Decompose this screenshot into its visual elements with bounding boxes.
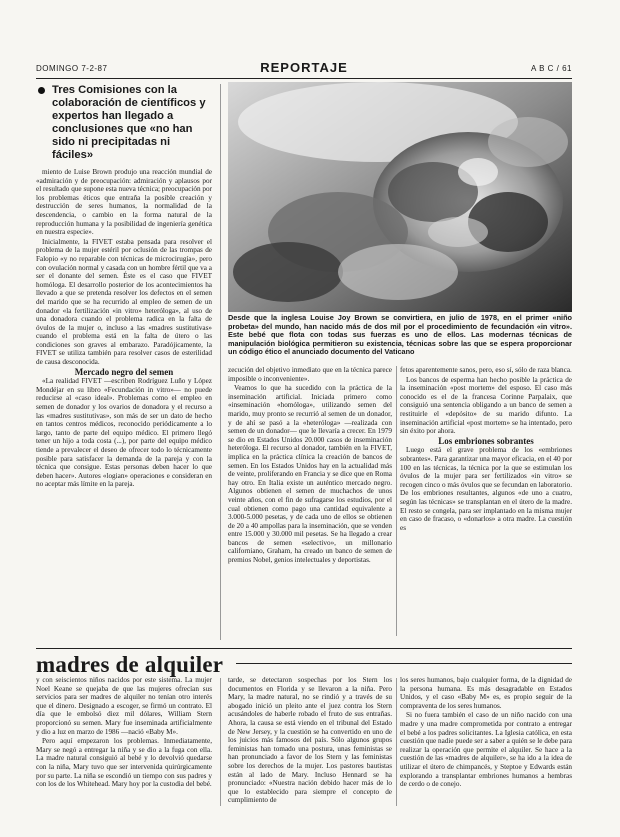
paragraph: Veamos lo que ha sucedido con la práctica de la inseminación artificial. Iniciada primero como «inseminación «homóloga», utilizando semen del marido, muy pronto se recurrió al semen de un donador, y de ahí se pasó a la «heteróloga» —realizada con semen de un donador— que le llevaría a crecer. En 1979 se dio en Estados Unidos 20.000 casos de inseminación heteróloga. El recurso al donador, también en la FIVET, implica en la práctica clínica la creación de bancos de semen. En los Estados Unidos hay en la actualidad más de veinte, proliferando en Francia y se dice que en Roma hay otro. En Italia existe un auténtico mercado negro. Algunos obtienen el semen de muchachos de unos veinte años, con el fin de sufragarse los estudios, por el cual obtienen como pago una cantidad equivalente a 3.000-5.000 pesetas, y de cada uno de ellos se obtienen de 20 a 40 ampollas para la inseminación, que se venden entre 15.000 y 30.000 mil pesetas. Se ha llegado a crear bancos de semen «selectivo», un millonario californiano, Graham, ha creado un banco de semen de premios Nobel, genios intelectuales y deportistas. [228, 384, 392, 565]
bottom-column-3 [400, 676, 572, 806]
paragraph: y con seiscientos niños nacidos por este sistema. La mujer Noel Keane se quejaba de que las mujeres ofrecían sus servicios para ser madres de alquiler no tenían otro interés que el dinero. Designado a escoger, se firmó un contrato. El día que le embolsó diez mil dólares, William Stern proporcionó su semen. Mary fue inseminada artificialmente y dio a luz en marzo de 1986 —nació «Baby M». [36, 676, 212, 736]
pull-quote-text: Tres Comisiones con la colaboración de científicos y expertos han llegado a conclusiones que «no han sido ni precipitadas ni fáciles» [52, 84, 206, 161]
bottom-column-2 [228, 676, 392, 806]
pull-quote [36, 84, 212, 162]
page-header [36, 58, 572, 79]
photo-caption: Desde que la inglesa Louise Joy Brown se convirtiera, en julio de 1978, en el primer «niño probeta» del mundo, han nacido más de dos mil por el procedimiento de fecundación «in vitro». Este bebé que flota con todas sus fuerzas es uno de ellos. Las modernas técnicas de manipulación biológica permitieron su existencia, técnicas sobre las que se espera proporcionar un código ético el anunciado documento del Vaticano [228, 313, 572, 357]
subheading: Los embriones sobrantes [438, 435, 534, 446]
paragraph: zecución del objetivo inmediato que en la técnica parece imposible o inconveniente». [228, 366, 392, 383]
embryo-photo [228, 82, 572, 312]
article-column-1 [36, 80, 212, 640]
page-number: A B C / 61 [530, 64, 572, 73]
paragraph: tarde, se detectaron sospechas por los Stern los documentos en Florida y se llevaron a la niña. Pero Mary, la madre natural, no se rindió y a través de su abogado inició un pleito ante el juez contra los Stern acusándoles de haberle robado el fruto de sus entrañas. Ahora, la causa se está viendo en el tribunal del Estado de New Jersey, y la cuestión se ha convertido en uno de los juicios más famosos del país. Sólo algunos grupos feministas han tomado una postura, unas feministas se han pronunciado a favor de los Stern y las feministas sobre los derechos de la mujer. Los pastores bautistas están al lado de Mary. Incluso Hennard se ha pronunciado: «Nuestra nación debido hacer más de lo que lo establecido para siempre el concepto de cumplimiento de [228, 676, 392, 805]
paragraph: «La realidad FIVET —escriben Rodríguez Luño y López Mondéjar en su libro «Fecundación in vitro»— no puede reducirse al «caso ideal». Problemas como el empleo en semen de donador y los ovarios de donadora y el recurso a las «madres sustitutivas», son más de ser un dato de hecho en tantos centros médicos, reconocido periódicamente a lo largo, tanto de parte del equipo médico. El primero llegó tener un hijo a toda costa (...), por parte del equipo médico tiende a prevalecer el deseo de ofrecer todo lo técnicamente posible para satisfacer la demanda de la pareja y con la técnica que consigue. Estas personas deben hacer lo que deben hacer». Autores «logian» operaciones e consideran en no aceptar más límite en la pareja. [36, 377, 212, 489]
column-divider [220, 678, 221, 806]
column-divider [396, 678, 397, 806]
bottom-column-1 [36, 676, 212, 806]
banner-title: madres de alquiler [36, 652, 224, 677]
embryo-photo-illustration [228, 82, 572, 312]
paragraph: Pero aquí empezaron los problemas. Inmediatamente, Mary se negó a entregar la niña y se dio a la fuga con ella. La madre natural consiguió al bebé y lo devolvió quedarse con la niña, Mary tuvo que ser intervenida quirúrgicamente por su parte. La niña se escondió un tiempo con sus padres y con los de los Whitehead. Mary hoy por la custodia del bebé. [36, 737, 212, 789]
bullet-icon [38, 87, 45, 94]
issue-date: DOMINGO 7-2-87 [36, 64, 108, 73]
article-column-2 [228, 366, 392, 636]
paragraph: miento de Luise Brown produjo una reacción mundial de «admiración y de preocupación: admiración y aplausos por el resultado que supone esta nueva técnica; preocupación por los problemas éticos que entraña la posible creación y destrucción de seres humanos, la normalidad de la descendencia, o cambio en la forma natural de la reproducción humana y la posibilidad de ingeniería genética en nuestra especie». [36, 168, 212, 237]
paragraph: fetos aparentemente sanos, pero, eso sí, sólo de raza blanca. [400, 366, 572, 374]
column-divider [220, 84, 221, 640]
subheading: Mercado negro del semen [74, 366, 174, 377]
paragraph: los seres humanos, bajo cualquier forma, de la dignidad de la persona humana. Es más desagradable en Estados Unidos, y el caso «Baby M» es, es propio seguir de la compraventa de los seres humanos. [400, 676, 572, 710]
banner-rule [236, 663, 572, 664]
paragraph: Luego está el grave problema de los «embriones sobrantes». Para garantizar una mayor eficacia, en el 40 por 100 en las técnicas, la técnica por la que se estimulan los óvulos de la mujer para ser fertilizados «in vitro» se recogen cinco o más óvulos que se fecundan en laboratorio. De los embriones resultantes, algunos «de uno a cuatro, según las técnicas» se transplantan en el útero de la madre. El resto se congela, para ser implantado en la misma mujer en caso de fracaso, o «donarlos» a otra madre. La cuestión es [400, 446, 572, 532]
paragraph: Si no fuera también el caso de un niño nacido con una madre y una madre comprometida por contrato a entregar el bebé a los padres solicitantes. La Iglesia católica, en esta cuestión que nadie puede ser a saber a quién se le debe para realizar la operación que permite el alquiler. Se hace a la cuestión de las «madres de alquiler», se ha ido a la idea de utilizar el útero de chimpancés, y Steptoe y Edwards están explorando a transplantar embriones humanos a hembras de cerdo o de conejo. [400, 711, 572, 789]
section-title: REPORTAJE [260, 60, 348, 75]
paragraph: Los bancos de esperma han hecho posible la práctica de la inseminación «post mortem» del esposo. El caso más conocido es el de la francesa Corinne Parpalaix, que consiguió una sentencia obligando a un banco de semen a restituirle el «depósito» de su marido difunto. La inseminación artificial «post mortem» se ha intentado, pero sin éxito por ahora. [400, 375, 572, 436]
article-banner [36, 648, 572, 675]
column-divider [396, 366, 397, 636]
article-column-3 [400, 366, 572, 636]
paragraph: Inicialmente, la FIVET estaba pensada para resolver el problema de la mujer estéril por oclusión de las trompas de Falopio «y no reparable con técnicas de microcirugía», pero con ovulación normal y casada con un hombre fértil que va a ser el donante del semen. Éste es el caso que FIVET homóloga. El desarrollo posterior de los acontecimientos ha llevado a que se pretenda resolver los defectos en el semen del marido que se ha recurrido al empleo de semen de un donador «la fertilización «in vitro» heteróloga», al uso de una donadora cuando el problema radica en la falta de óvulos de la mujer o, incluso a las «madres sustitutivas» cuando el problema está en la falta de útero o las condiciones son graves al embarazo. Paradójicamente, la FIVET se utiliza también para resolver casos de esterilidad de causa desconocida. [36, 237, 212, 367]
